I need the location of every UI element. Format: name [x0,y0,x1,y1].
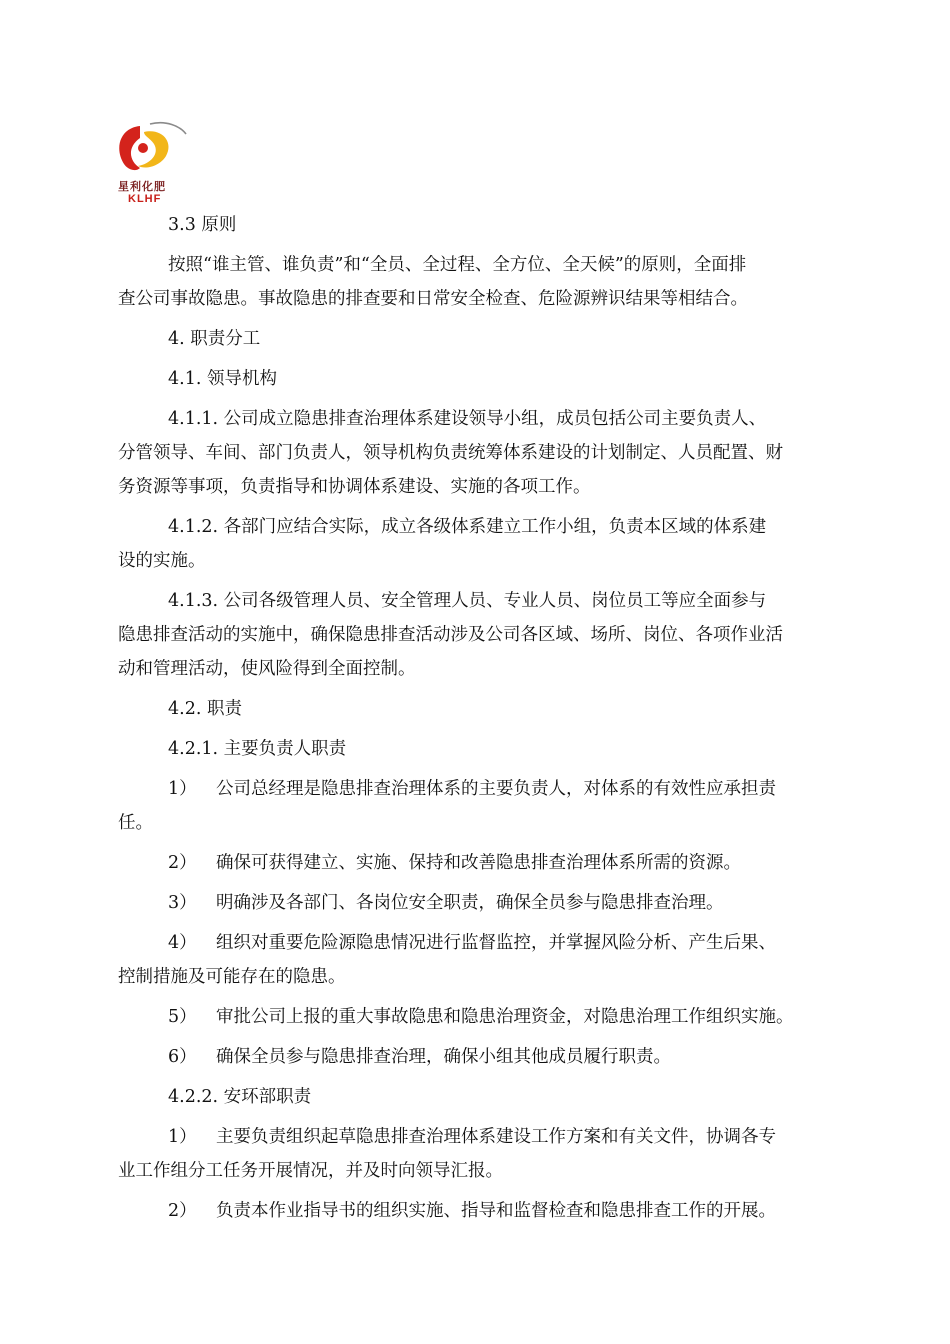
text-line [118,584,838,618]
list-number: 5） [168,1007,197,1027]
line-text: 4.1.2. 各部门应结合实际，成立各级体系建立工作小组，负责本区域的体系建 [168,517,767,537]
line-text: 动和管理活动，使风险得到全面控制。 [118,659,416,679]
line-text: 4.1.3. 公司各级管理人员、安全管理人员、专业人员、岗位员工等应全面参与 [168,591,767,611]
paragraph [118,402,838,504]
list-number: 1） [168,779,197,799]
list-number: 2） [168,853,197,873]
list-number: 4） [168,933,197,953]
line-text: 公司总经理是隐患排查治理体系的主要负责人，对体系的有效性应承担责 [216,779,776,799]
text-line [118,402,838,436]
line-text: 分管领导、车间、部门负责人，领导机构负责统筹体系建设的计划制定、人员配置、财 [118,443,783,463]
text-line [118,1040,838,1074]
line-text: 确保可获得建立、实施、保持和改善隐患排查治理体系所需的资源。 [216,853,741,873]
text-line [118,510,838,544]
paragraph [118,322,838,356]
paragraph [118,510,838,578]
line-text: 主要负责组织起草隐患排查治理体系建设工作方案和有关文件，协调各专 [216,1127,776,1147]
logo-chinese-text: 星利化肥 [118,180,166,193]
text-line [118,692,838,726]
paragraph [118,772,838,840]
line-text: 查公司事故隐患。事故隐患的排查要和日常安全检查、危险源辨识结果等相结合。 [118,289,748,309]
text-line [118,248,838,282]
text-line [118,1194,838,1228]
text-line [118,1000,838,1034]
line-text: 明确涉及各部门、各岗位安全职责，确保全员参与隐患排查治理。 [216,893,724,913]
text-line [118,1120,838,1154]
list-number: 6） [168,1047,197,1067]
paragraph [118,1080,838,1114]
text-line [118,282,838,316]
line-text: 4.1. 领导机构 [168,369,277,389]
text-line [118,436,838,470]
paragraph [118,248,838,316]
line-text: 4.2.2. 安环部职责 [168,1087,312,1107]
line-text: 4.2.1. 主要负责人职责 [168,739,347,759]
text-line [118,362,838,396]
text-line [118,960,838,994]
paragraph [118,1000,838,1034]
line-text: 业工作组分工任务开展情况，并及时向领导汇报。 [118,1161,503,1181]
line-text: 隐患排查活动的实施中，确保隐患排查活动涉及公司各区域、场所、岗位、各项作业活 [118,625,783,645]
paragraph [118,926,838,994]
paragraph [118,1040,838,1074]
line-text: 任。 [118,813,153,833]
list-number: 3） [168,893,197,913]
text-line [118,470,838,504]
line-text: 4.2. 职责 [168,699,242,719]
line-text: 控制措施及可能存在的隐患。 [118,967,346,987]
text-line [118,1080,838,1114]
document-body [118,208,838,1234]
line-text: 组织对重要危险源隐患情况进行监督监控，并掌握风险分析、产生后果、 [216,933,776,953]
paragraph [118,846,838,880]
paragraph [118,732,838,766]
logo-english-text: KLHF [128,193,162,205]
text-line [118,618,838,652]
paragraph [118,1120,838,1188]
line-text: 审批公司上报的重大事故隐患和隐患治理资金，对隐患治理工作组织实施。 [216,1007,794,1027]
text-line [118,322,838,356]
list-number: 1） [168,1127,197,1147]
line-text: 负责本作业指导书的组织实施、指导和监督检查和隐患排查工作的开展。 [216,1201,776,1221]
text-line [118,544,838,578]
logo-emblem-icon [110,118,192,180]
paragraph [118,584,838,686]
paragraph [118,362,838,396]
text-line [118,772,838,806]
line-text: 按照“谁主管、谁负责”和“全员、全过程、全方位、全天候”的原则，全面排 [168,255,747,275]
line-text: 确保全员参与隐患排查治理，确保小组其他成员履行职责。 [216,1047,671,1067]
paragraph [118,1194,838,1228]
line-text: 3.3 原则 [168,215,237,235]
paragraph [118,692,838,726]
line-text: 4. 职责分工 [168,329,261,349]
text-line [118,806,838,840]
line-text: 务资源等事项，负责指导和协调体系建设、实施的各项工作。 [118,477,591,497]
text-line [118,926,838,960]
text-line [118,886,838,920]
paragraph [118,886,838,920]
text-line [118,1154,838,1188]
list-number: 2） [168,1201,197,1221]
text-line [118,208,838,242]
text-line [118,732,838,766]
line-text: 设的实施。 [118,551,206,571]
line-text: 4.1.1. 公司成立隐患排查治理体系建设领导小组，成员包括公司主要负责人、 [168,409,767,429]
text-line [118,846,838,880]
text-line [118,652,838,686]
paragraph [118,208,838,242]
